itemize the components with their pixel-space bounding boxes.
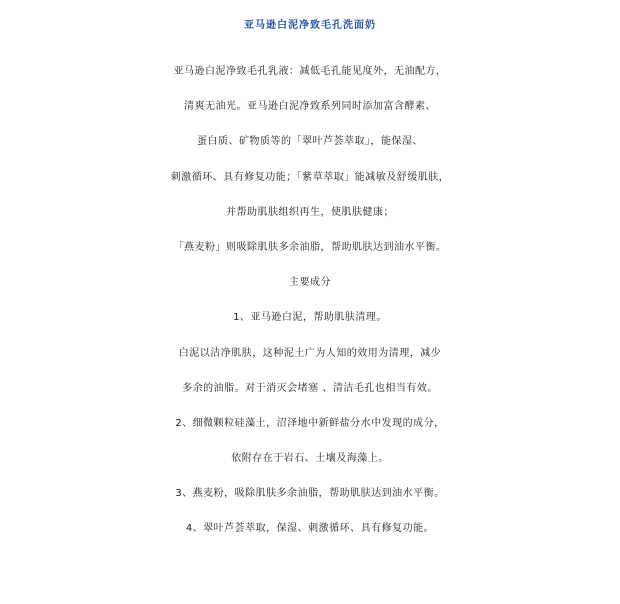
ingredient-item-3: 3、燕麦粉，吸除肌肤多余油脂，帮助肌肤达到油水平衡。 bbox=[175, 488, 445, 500]
description-body bbox=[0, 54, 620, 547]
description-line: 亚马逊白泥净致毛孔乳液：减低毛孔能见度外，无油配方， bbox=[173, 66, 447, 77]
ingredient-item-4: 4、翠叶芦荟萃取，保湿、刺激循环、具有修复功能。 bbox=[185, 523, 435, 535]
ingredient-detail-line: 依附存在于岩石、土壤及海藻上。 bbox=[231, 453, 389, 465]
ingredient-item-2: 2、细微颗粒硅藻土，沼泽地中新鲜盐分水中发现的成分， bbox=[175, 417, 445, 429]
description-line: 「燕麦粉」则吸除肌肤多余油脂，帮助肌肤达到油水平衡。 bbox=[173, 241, 447, 253]
page-title: 亚马逊白泥净致毛孔洗面奶 bbox=[244, 20, 376, 31]
description-line: 蛋白质、矿物质等的「翠叶芦荟萃取」，能保湿、 bbox=[197, 136, 423, 148]
description-line: 刺激循环、具有修复功能；「紫草萃取」能减敏及舒缓肌肤， bbox=[170, 171, 450, 183]
section-heading-main-ingredients: 主要成分 bbox=[289, 277, 331, 289]
ingredient-detail-line: 多余的油脂。对于消灭会堵塞 、清洁毛孔也相当有效。 bbox=[182, 382, 438, 394]
description-line: 清爽无油光。亚马逊白泥净致系列同时添加富含酵素、 bbox=[184, 101, 436, 113]
ingredient-item-1: 1、亚马逊白泥，帮助肌肤清理。 bbox=[233, 312, 387, 324]
ingredient-detail-line: 白泥以洁净肌肤，这种泥土广为人知的效用为清理，减少 bbox=[178, 347, 442, 359]
description-line: 并帮助肌肤组织再生，使肌肤健康； bbox=[226, 206, 394, 218]
